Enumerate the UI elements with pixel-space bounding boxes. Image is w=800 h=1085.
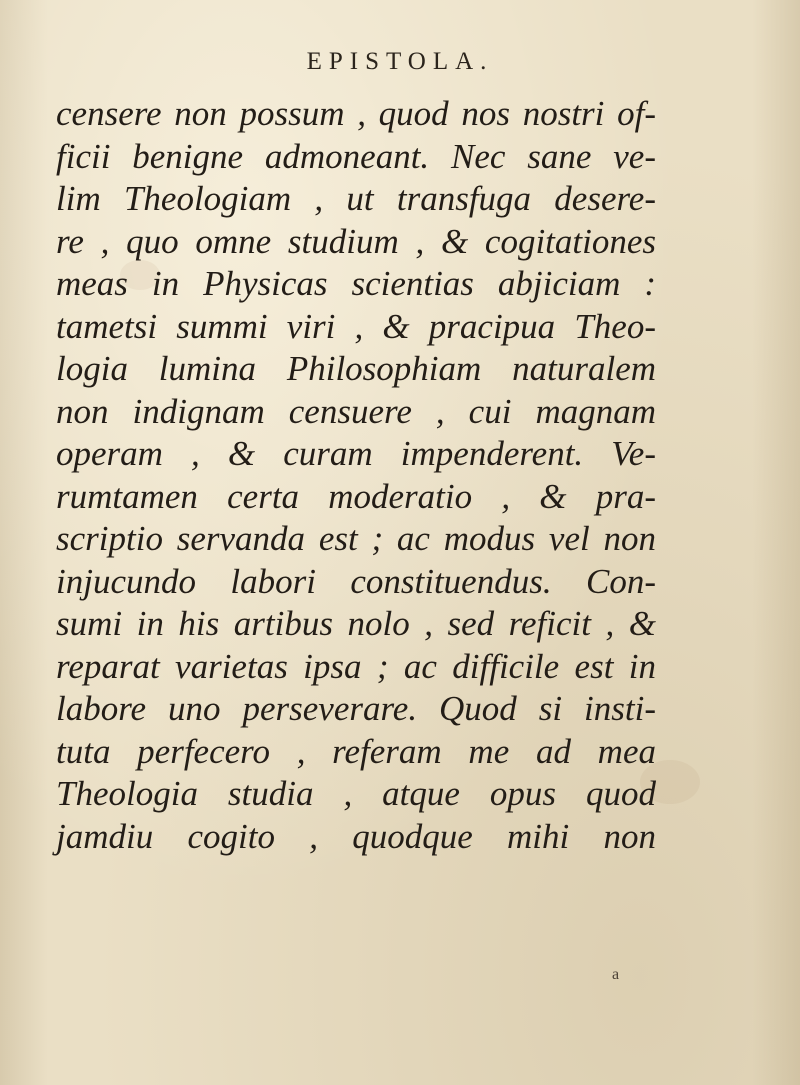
body-text [56, 93, 656, 858]
text-line: tametsi summi viri , & pracipua Theo- [56, 306, 656, 346]
text-line: operam , & curam impenderent. Ve- [56, 434, 656, 473]
text-line: ficii benigne admoneant. Nec sane ve- [56, 136, 656, 176]
text-line: non indignam censuere , cui magnam [56, 391, 656, 431]
text-line: labore uno perseverare. Quod si insti- [56, 689, 656, 728]
text-line: re , quo omne studium , & cogitationes [56, 221, 656, 261]
text-line: injucundo labori constituendus. Con- [56, 561, 656, 601]
catchword: a [612, 966, 620, 983]
running-header: EPISTOLA. [306, 48, 494, 75]
text-line: reparat varietas ipsa ; ac difficile est in [56, 646, 656, 686]
text-line: scriptio servanda est ; ac modus vel non [56, 519, 656, 558]
text-line: lim Theologiam , ut transfuga desere- [56, 179, 656, 218]
text-line: jamdiu cogito , quodque mihi non [56, 816, 656, 856]
text-line: sumi in his artibus nolo , sed reficit , & [56, 604, 656, 643]
text-line: logia lumina Philosophiam naturalem [56, 349, 656, 388]
text-line: rumtamen certa moderatio , & pra- [56, 476, 656, 516]
text-line: censere non possum , quod nos nostri of- [56, 94, 656, 133]
text-line: meas in Physicas scientias abjiciam : [56, 264, 656, 303]
text-line: tuta perfecero , referam me ad mea [56, 731, 656, 771]
text-line: Theologia studia , atque opus quod [56, 774, 656, 813]
